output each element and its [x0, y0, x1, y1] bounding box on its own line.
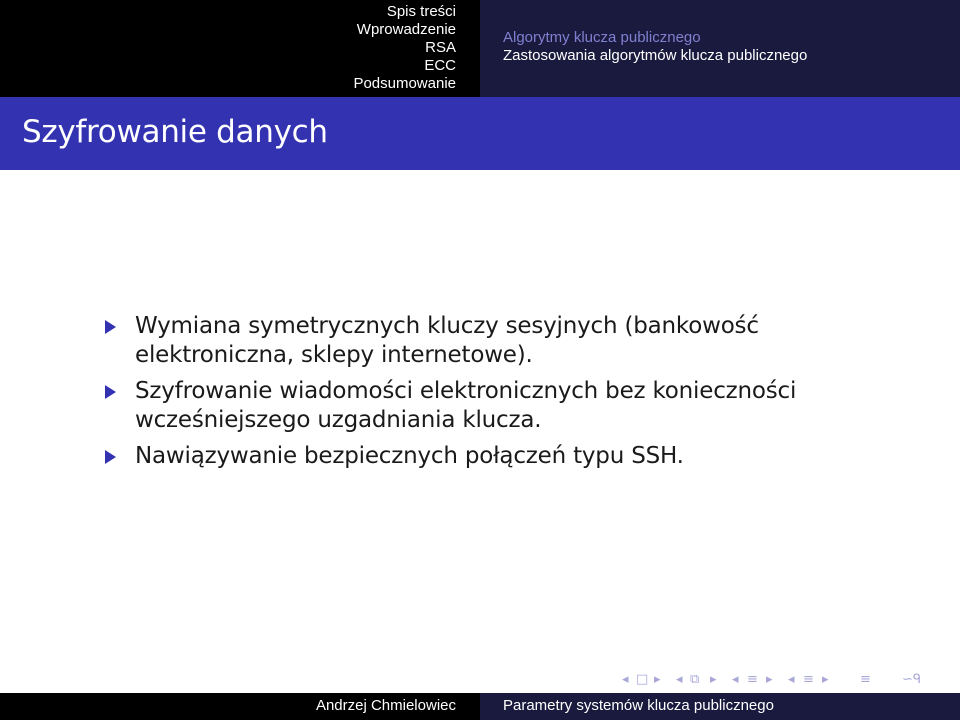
section-icon[interactable]: ≡ — [747, 672, 758, 687]
frame-title-bar — [0, 97, 960, 170]
list-item-text: Szyfrowanie wiadomości elektronicznych bez konieczności wcześniejszego uzgadniania klucza. — [135, 378, 797, 433]
subsection-prev-arrow-icon[interactable]: ◂ — [676, 672, 683, 687]
footer-bar — [0, 693, 960, 720]
presentation-prev-arrow-icon[interactable]: ◂ — [788, 672, 795, 687]
subsection-list — [503, 29, 807, 65]
frame-icon[interactable]: □ — [636, 672, 649, 687]
section-link-toc[interactable]: Spis treści — [386, 3, 456, 20]
section-navigation — [0, 0, 480, 97]
triangle-bullet-icon — [105, 320, 116, 334]
frame-prev-arrow-icon[interactable]: ◂ — [622, 672, 629, 687]
bullet-list — [105, 312, 905, 478]
subsection-link-applications[interactable]: Zastosowania algorytmów klucza publicznego — [503, 47, 808, 64]
frame-next-arrow-icon[interactable]: ▸ — [654, 672, 661, 687]
triangle-bullet-icon — [105, 385, 116, 399]
section-link-rsa[interactable]: RSA — [425, 39, 456, 56]
frame-title: Szyfrowanie danych — [22, 114, 328, 150]
subsection-link-algorithms[interactable]: Algorytmy klucza publicznego — [503, 29, 701, 46]
footer-left — [0, 693, 480, 720]
toc-icon[interactable]: ≡ — [860, 672, 871, 687]
presentation-icon[interactable]: ≡ — [803, 672, 814, 687]
footer-title: Parametry systemów klucza publicznego — [503, 697, 774, 714]
list-item-text: Wymiana symetrycznych kluczy sesyjnych (bankowość elektroniczna, sklepy internetowe). — [135, 313, 759, 368]
list-item-text: Nawiązywanie bezpiecznych połączeń typu SSH. — [135, 443, 684, 469]
section-link-intro[interactable]: Wprowadzenie — [356, 21, 456, 38]
section-next-arrow-icon[interactable]: ▸ — [766, 672, 773, 687]
section-prev-arrow-icon[interactable]: ◂ — [732, 672, 739, 687]
triangle-bullet-icon — [105, 450, 116, 464]
header-bar — [0, 0, 960, 97]
list-item — [105, 377, 905, 435]
search-icon[interactable]: ∽ᑫ — [902, 672, 922, 687]
section-link-ecc[interactable]: ECC — [424, 57, 456, 74]
list-item — [105, 312, 905, 370]
subsection-navigation — [480, 0, 960, 97]
list-item — [105, 442, 905, 471]
footer-author: Andrzej Chmielowiec — [315, 697, 456, 714]
subsection-next-arrow-icon[interactable]: ▸ — [710, 672, 717, 687]
presentation-next-arrow-icon[interactable]: ▸ — [822, 672, 829, 687]
footer-right — [480, 693, 960, 720]
subsection-icon[interactable]: ⧉ — [690, 672, 700, 687]
section-link-summary[interactable]: Podsumowanie — [353, 75, 456, 92]
section-list — [256, 3, 456, 93]
